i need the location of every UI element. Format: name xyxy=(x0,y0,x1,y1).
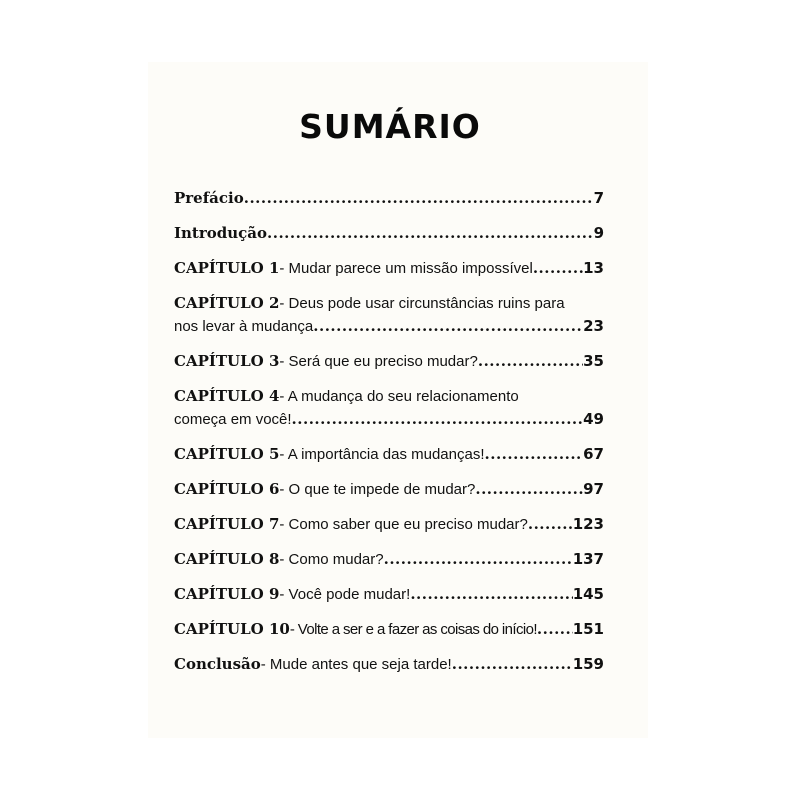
toc-entry-capitulo-5 xyxy=(174,443,604,466)
toc-page-number: 159 xyxy=(572,655,604,673)
toc-leader-dots xyxy=(384,548,573,571)
toc-entry-label: CAPÍTULO 9 xyxy=(174,585,280,603)
toc-line xyxy=(174,583,604,606)
toc-entry-capitulo-1 xyxy=(174,257,604,280)
table-of-contents xyxy=(174,187,604,688)
toc-page-number: 97 xyxy=(583,480,604,498)
toc-entry-label: CAPÍTULO 3 xyxy=(174,352,280,370)
toc-entry-introducao xyxy=(174,222,604,245)
toc-entry-title: - Você pode mudar! xyxy=(279,586,411,603)
toc-entry-title: - Mude antes que seja tarde! xyxy=(260,656,452,673)
toc-leader-dots xyxy=(244,187,594,210)
toc-entry-capitulo-7 xyxy=(174,513,604,536)
toc-entry-title: - Será que eu preciso mudar? xyxy=(279,353,478,370)
toc-entry-capitulo-2 xyxy=(174,292,604,338)
toc-entry-capitulo-10 xyxy=(174,618,604,641)
toc-entry-capitulo-8 xyxy=(174,548,604,571)
toc-page-number: 123 xyxy=(572,515,604,533)
toc-entry-title: - Como saber que eu preciso mudar? xyxy=(279,516,528,533)
toc-entry-label: CAPÍTULO 6 xyxy=(174,480,280,498)
toc-page-number: 137 xyxy=(572,550,604,568)
toc-entry-label: CAPÍTULO 1 xyxy=(174,259,280,277)
toc-page-number: 9 xyxy=(593,224,604,242)
toc-leader-dots xyxy=(410,583,572,606)
toc-leader-dots xyxy=(452,653,573,676)
toc-line xyxy=(174,653,604,676)
toc-entry-capitulo-9 xyxy=(174,583,604,606)
toc-entry-title: - A mudança do seu relacionamento xyxy=(279,388,519,405)
toc-leader-dots xyxy=(537,618,573,641)
toc-entry-prefacio xyxy=(174,187,604,210)
toc-page-number: 7 xyxy=(593,189,604,207)
toc-entry-label: CAPÍTULO 2 xyxy=(174,294,280,312)
toc-line xyxy=(174,478,604,501)
toc-line xyxy=(174,618,604,641)
toc-line xyxy=(174,257,604,280)
toc-entry-title: - Deus pode usar circunstâncias ruins para xyxy=(279,295,565,312)
toc-leader-dots xyxy=(267,222,594,245)
toc-page-number: 145 xyxy=(572,585,604,603)
toc-entry-label: CAPÍTULO 4 xyxy=(174,387,280,405)
toc-line-continued xyxy=(174,315,604,338)
toc-line xyxy=(174,350,604,373)
toc-entry-label: CAPÍTULO 7 xyxy=(174,515,280,533)
toc-line xyxy=(174,513,604,536)
toc-page-number: 49 xyxy=(583,410,604,428)
toc-line xyxy=(174,443,604,466)
toc-entry-label: CAPÍTULO 5 xyxy=(174,445,280,463)
page-title: SUMÁRIO xyxy=(299,107,481,147)
toc-line xyxy=(174,187,604,210)
toc-page-number: 13 xyxy=(583,259,604,277)
toc-leader-dots xyxy=(478,350,583,373)
toc-page-number: 67 xyxy=(583,445,604,463)
toc-leader-dots xyxy=(528,513,573,536)
toc-leader-dots xyxy=(475,478,583,501)
toc-entry-title-continued: começa em você! xyxy=(174,411,292,428)
toc-entry-title: - Mudar parece um missão impossível xyxy=(279,260,533,277)
toc-entry-title-continued: nos levar à mudança xyxy=(174,318,314,335)
toc-page-number: 151 xyxy=(572,620,604,638)
toc-entry-capitulo-3 xyxy=(174,350,604,373)
toc-page-number: 35 xyxy=(583,352,604,370)
toc-entry-label: Conclusão xyxy=(174,655,261,673)
toc-line xyxy=(174,548,604,571)
toc-entry-conclusao xyxy=(174,653,604,676)
toc-line xyxy=(174,385,604,408)
toc-line-continued xyxy=(174,408,604,431)
toc-leader-dots xyxy=(313,315,583,338)
toc-entry-title: - Volte a ser e a fazer as coisas do início! xyxy=(289,621,537,638)
toc-line xyxy=(174,222,604,245)
toc-entry-title: - Como mudar? xyxy=(279,551,384,568)
toc-entry-label: Introdução xyxy=(174,224,268,242)
toc-entry-label: Prefácio xyxy=(174,189,244,207)
toc-entry-label: CAPÍTULO 8 xyxy=(174,550,280,568)
toc-entry-title: - O que te impede de mudar? xyxy=(279,481,476,498)
toc-line xyxy=(174,292,604,315)
toc-leader-dots xyxy=(485,443,584,466)
toc-entry-label: CAPÍTULO 10 xyxy=(174,620,290,638)
toc-entry-capitulo-4 xyxy=(174,385,604,431)
toc-leader-dots xyxy=(292,408,584,431)
toc-leader-dots xyxy=(533,257,583,280)
toc-page-number: 23 xyxy=(583,317,604,335)
toc-entry-capitulo-6 xyxy=(174,478,604,501)
toc-entry-title: - A importância das mudanças! xyxy=(279,446,485,463)
